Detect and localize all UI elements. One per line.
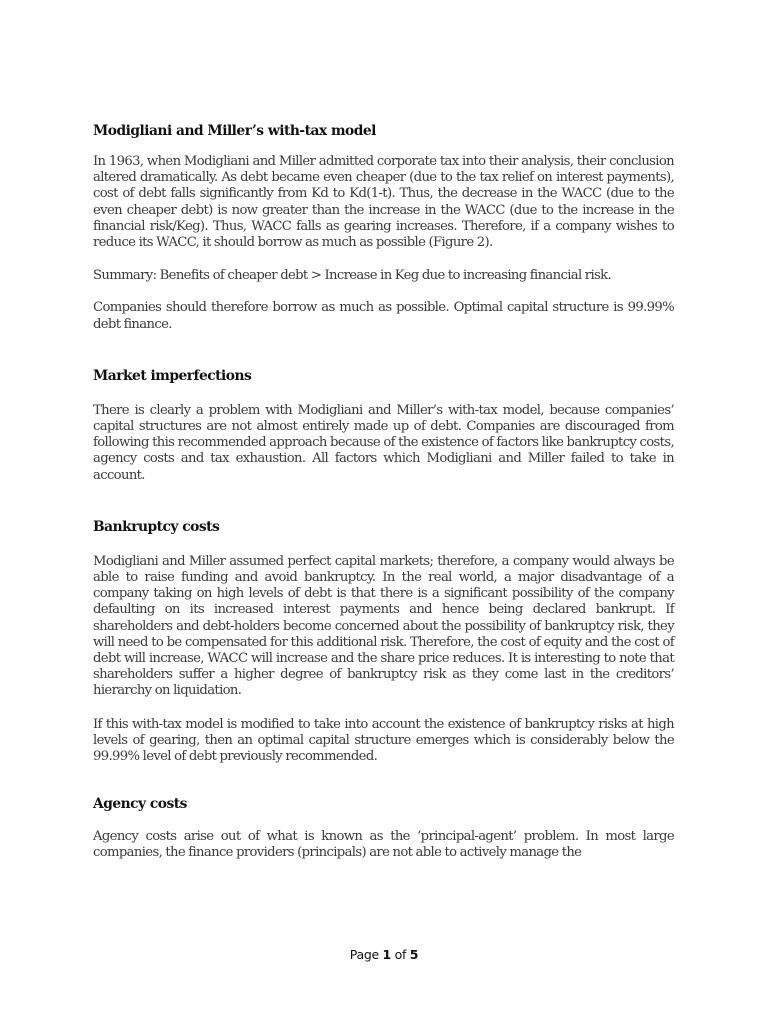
of-word: of	[394, 947, 407, 962]
paragraph: Companies should therefore borrow as much as possible. Optimal capital structure is 99.99% debt finance.	[93, 300, 674, 332]
section-heading: Agency costs	[93, 796, 187, 813]
document-page	[93, 122, 674, 862]
paragraph: Modigliani and Miller assumed perfect capital markets; therefore, a company would always be able to raise funding and avoid bankruptcy. In the real world, a major disadvantage of a company taking on high levels of debt is that there is a significant possibility of the company defaulting on its increased interest payments and hence being declared bankrupt. If shareholders and debt-holders become concerned about the possibility of bankruptcy risk, they will need to be compensated for this additional risk. Therefore, the cost of equity and the cost of debt will increase, WACC will increase and the share price reduces. It is interesting to note that shareholders suffer a higher degree of bankruptcy risk as they come last in the creditors’ hierarchy on liquidation.	[93, 553, 674, 699]
section-heading: Market imperfections	[93, 367, 252, 384]
paragraph: Agency costs arise out of what is known as the ‘principal-agent’ problem. In most large companies, the finance providers (principals) are not able to actively manage the	[93, 829, 674, 861]
paragraph: There is clearly a problem with Modigliani and Miller’s with-tax model, because companies’ capital structures are not almost entirely made up of debt. Companies are discouraged from following this recommended approach because of the existence of factors like bankruptcy costs, agency costs and tax exhaustion. All factors which Modigliani and Miller failed to take in account.	[93, 402, 674, 483]
page-word: Page	[349, 947, 379, 962]
section-heading: Bankruptcy costs	[93, 518, 220, 535]
paragraph: In 1963, when Modigliani and Miller admitted corporate tax into their analysis, their conclusion altered dramatically. As debt became even cheaper (due to the tax relief on interest payments), cost of debt falls significantly from Kd to Kd(1-t). Thus, the decrease in the WACC (due to the even cheaper debt) is now greater than the increase in the WACC (due to the increase in the financial risk/Keg). Thus, WACC falls as gearing increases. Therefore, if a company wishes to reduce its WACC, it should borrow as much as possible (Figure 2).	[93, 154, 674, 251]
current-page-number: 1	[382, 947, 391, 962]
summary-paragraph: Summary: Benefits of cheaper debt > Increase in Keg due to increasing financial risk.	[93, 268, 612, 284]
paragraph: If this with-tax model is modified to take into account the existence of bankruptcy risks at high levels of gearing, then an optimal capital structure emerges which is considerably below the 99.99% level of debt previously recommended.	[93, 716, 674, 765]
page-footer	[0, 947, 768, 962]
section-heading: Modigliani and Miller’s with-tax model	[93, 123, 376, 139]
total-pages-number: 5	[409, 947, 419, 962]
